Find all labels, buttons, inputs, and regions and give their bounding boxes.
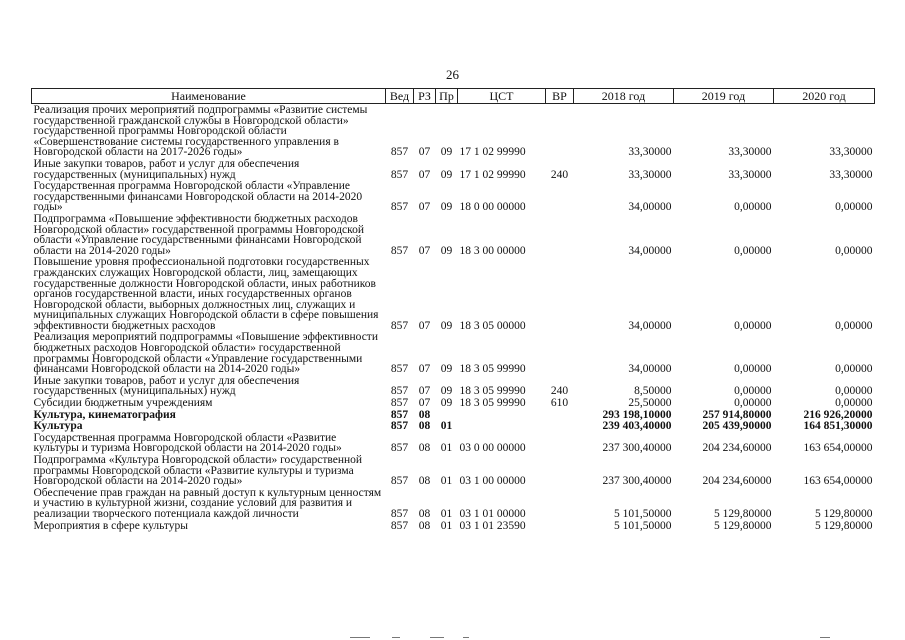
row-rz: 07 <box>418 244 431 257</box>
row-value-2018: 34,00000 <box>628 319 672 332</box>
row-cst: 18 3 00 00000 <box>459 244 526 257</box>
row-pr: 09 <box>440 244 453 257</box>
col-header-name: Наименование <box>32 89 386 104</box>
row-ved: 857 <box>390 363 409 376</box>
row-pr: 01 <box>440 442 453 455</box>
row-value-2018: 293 198,10000 <box>602 408 672 421</box>
row-pr: 01 <box>440 475 453 488</box>
row-value-2020: 0,00000 <box>835 363 873 376</box>
row-cst: 03 1 01 23590 <box>459 519 526 532</box>
row-value-2020: 5 129,80000 <box>815 519 873 532</box>
row-ved: 857 <box>390 420 409 433</box>
row-pr: 09 <box>440 168 453 181</box>
row-pr: 09 <box>440 385 453 398</box>
row-vr <box>546 487 574 520</box>
row-value-2020: 164 851,30000 <box>803 420 873 433</box>
row-name: Подпрограмма «Культура Новгородской области» государственной программы Новгородской области «Развитие культуры и туризма Новгородской области на 2014-2020 годы» <box>33 454 363 488</box>
row-cst <box>458 409 546 421</box>
row-value-2019: 204 234,60000 <box>702 442 772 455</box>
row-name: Повышение уровня профессиональной подготовки государственных гражданских служащих Новгородской области, лиц, замещающих государственные должности Новгородской области, иных работников органов государственной власти, иных государственных органов Новгородской области, выборных должностных лиц, служащих и муниципальных служащих Новгородской области в сфере повышения эффективности бюджетных расходов <box>33 256 379 332</box>
row-value-2018: 5 101,50000 <box>614 507 672 520</box>
row-pr: 09 <box>440 363 453 376</box>
row-value-2019: 5 129,80000 <box>714 519 772 532</box>
row-name: Реализация прочих мероприятий подпрограммы «Развитие системы государственной гражданской службы в Новгородской области» государственной программы Новгородской области «Совершенствование системы государственного управления в Новгородской области на 2017-2026 годы» <box>33 104 368 159</box>
table-row <box>32 520 875 532</box>
row-value-2019: 5 129,80000 <box>714 507 772 520</box>
row-ved: 857 <box>390 244 409 257</box>
row-vr <box>546 213 574 256</box>
row-value-2018: 33,30000 <box>628 168 672 181</box>
row-value-2018: 34,00000 <box>628 244 672 257</box>
table-row <box>32 256 875 331</box>
table-row <box>32 180 875 213</box>
row-ved: 857 <box>390 319 409 332</box>
table-row <box>32 213 875 256</box>
row-name: Субсидии бюджетным учреждениям <box>33 397 213 410</box>
row-name: Государственная программа Новгородской области «Управление государственными финансами Новгородской области на 2014-2020 годы» <box>33 180 363 214</box>
row-name: Мероприятия в сфере культуры <box>33 519 189 532</box>
row-rz: 08 <box>418 442 431 455</box>
row-name: Обеспечение прав граждан на равный доступ к культурным ценностям и участию в культурной жизни, создание условий для развития и реализации творческого потенциала каждой личности <box>33 486 382 520</box>
row-value-2020: 163 654,00000 <box>803 442 873 455</box>
row-value-2019: 0,00000 <box>734 363 772 376</box>
row-rz: 08 <box>418 420 431 433</box>
row-value-2018: 8,50000 <box>634 385 672 398</box>
row-value-2020: 216 926,20000 <box>803 408 873 421</box>
row-vr <box>546 180 574 213</box>
row-vr <box>546 432 574 454</box>
table-row <box>32 409 875 421</box>
row-value-2019: 0,00000 <box>734 397 772 410</box>
col-header-vr: ВР <box>546 89 574 104</box>
row-value-2019: 205 439,90000 <box>702 420 772 433</box>
row-vr <box>546 331 574 374</box>
table-row <box>32 375 875 397</box>
row-rz: 08 <box>418 507 431 520</box>
table-row <box>32 454 875 487</box>
col-header-ved: Вед <box>386 89 414 104</box>
row-ved: 857 <box>390 168 409 181</box>
table-row <box>32 158 875 180</box>
row-value-2020: 0,00000 <box>835 201 873 214</box>
row-value-2019: 204 234,60000 <box>702 475 772 488</box>
row-pr: 09 <box>440 319 453 332</box>
row-ved: 857 <box>390 519 409 532</box>
bottom-scan-artifacts <box>0 634 905 640</box>
row-value-2020: 163 654,00000 <box>803 475 873 488</box>
row-ved: 857 <box>390 201 409 214</box>
row-value-2019: 0,00000 <box>734 201 772 214</box>
row-vr <box>546 256 574 331</box>
row-value-2018: 34,00000 <box>628 363 672 376</box>
row-name: Реализация мероприятий подпрограммы «Повышение эффективности бюджетных расходов Новгородской области» государственной программы Новгородской области «Управление государственными финансами Новгородской области на 2014-2020 годы» <box>33 331 378 376</box>
row-value-2018: 5 101,50000 <box>614 519 672 532</box>
row-vr <box>546 409 574 421</box>
row-rz: 07 <box>418 397 431 410</box>
row-rz: 07 <box>418 363 431 376</box>
row-value-2020: 33,30000 <box>829 168 873 181</box>
row-cst <box>458 420 546 432</box>
table-header-row <box>32 89 875 104</box>
table-row <box>32 432 875 454</box>
row-rz: 07 <box>418 319 431 332</box>
row-value-2020: 0,00000 <box>835 385 873 398</box>
col-header-2020: 2020 год <box>774 89 875 104</box>
row-value-2019: 257 914,80000 <box>702 408 772 421</box>
table-row <box>32 104 875 158</box>
row-rz: 07 <box>418 146 431 159</box>
row-rz: 07 <box>418 168 431 181</box>
row-ved: 857 <box>390 385 409 398</box>
row-cst: 03 0 00 00000 <box>459 442 526 455</box>
table-row <box>32 397 875 409</box>
row-name: Подпрограмма «Повышение эффективности бюджетных расходов Новгородской области» государственной программы Новгородской области «Управление государственными финансами Новгородской области на 2014-2020 годы» <box>33 212 365 257</box>
row-name: Иные закупки товаров, работ и услуг для обеспечения государственных (муниципальных) нужд <box>33 157 300 181</box>
page-number: 26 <box>446 67 459 82</box>
col-header-cst: ЦСТ <box>458 89 546 104</box>
row-pr: 09 <box>440 201 453 214</box>
row-ved: 857 <box>390 475 409 488</box>
row-cst: 17 1 02 99990 <box>459 168 526 181</box>
table-body <box>32 104 875 532</box>
row-ved: 857 <box>390 146 409 159</box>
row-ved: 857 <box>390 408 409 421</box>
row-value-2019: 0,00000 <box>734 319 772 332</box>
row-rz: 07 <box>418 201 431 214</box>
row-pr: 01 <box>440 507 453 520</box>
row-value-2018: 239 403,40000 <box>602 420 672 433</box>
row-cst: 17 1 02 99990 <box>459 146 526 159</box>
row-cst: 18 3 05 00000 <box>459 319 526 332</box>
row-cst: 03 1 00 00000 <box>459 475 526 488</box>
row-vr: 610 <box>550 397 569 410</box>
row-name: Культура <box>33 420 83 433</box>
row-value-2018: 25,50000 <box>628 397 672 410</box>
row-rz: 08 <box>418 519 431 532</box>
row-value-2018: 34,00000 <box>628 201 672 214</box>
row-value-2019: 33,30000 <box>728 168 772 181</box>
row-vr: 240 <box>550 168 569 181</box>
col-header-rz: РЗ <box>414 89 436 104</box>
row-pr: 01 <box>440 519 453 532</box>
row-pr: 09 <box>440 397 453 410</box>
row-value-2020: 0,00000 <box>835 397 873 410</box>
row-ved: 857 <box>390 397 409 410</box>
budget-table <box>31 88 875 531</box>
row-value-2019: 0,00000 <box>734 385 772 398</box>
row-pr: 09 <box>440 146 453 159</box>
row-value-2020: 0,00000 <box>835 319 873 332</box>
row-value-2020: 0,00000 <box>835 244 873 257</box>
row-vr <box>546 420 574 432</box>
row-cst: 03 1 01 00000 <box>459 507 526 520</box>
row-rz: 07 <box>418 385 431 398</box>
row-ved: 857 <box>390 442 409 455</box>
row-name: Культура, кинематография <box>33 408 176 421</box>
row-value-2019: 0,00000 <box>734 244 772 257</box>
col-header-2019: 2019 год <box>674 89 774 104</box>
row-value-2018: 33,30000 <box>628 146 672 159</box>
table-row <box>32 420 875 432</box>
table-row <box>32 487 875 520</box>
row-name: Государственная программа Новгородской области «Развитие культуры и туризма Новгородской области на 2014-2020 годы» <box>33 431 342 455</box>
row-pr: 01 <box>440 420 453 433</box>
row-pr <box>436 409 458 421</box>
row-cst: 18 0 00 00000 <box>459 201 526 214</box>
row-value-2020: 33,30000 <box>829 146 873 159</box>
table-row <box>32 331 875 374</box>
row-vr: 240 <box>550 385 569 398</box>
row-cst: 18 3 05 99990 <box>459 397 526 410</box>
row-vr <box>546 454 574 487</box>
row-rz: 08 <box>418 475 431 488</box>
row-vr <box>546 104 574 158</box>
row-ved: 857 <box>390 507 409 520</box>
col-header-pr: Пр <box>436 89 458 104</box>
row-value-2018: 237 300,40000 <box>602 475 672 488</box>
row-vr <box>546 520 574 532</box>
row-name: Иные закупки товаров, работ и услуг для обеспечения государственных (муниципальных) нужд <box>33 374 300 398</box>
row-rz: 08 <box>418 408 431 421</box>
row-value-2019: 33,30000 <box>728 146 772 159</box>
row-cst: 18 3 05 99990 <box>459 385 526 398</box>
row-cst: 18 3 05 99990 <box>459 363 526 376</box>
col-header-2018: 2018 год <box>574 89 674 104</box>
row-value-2018: 237 300,40000 <box>602 442 672 455</box>
row-value-2020: 5 129,80000 <box>815 507 873 520</box>
